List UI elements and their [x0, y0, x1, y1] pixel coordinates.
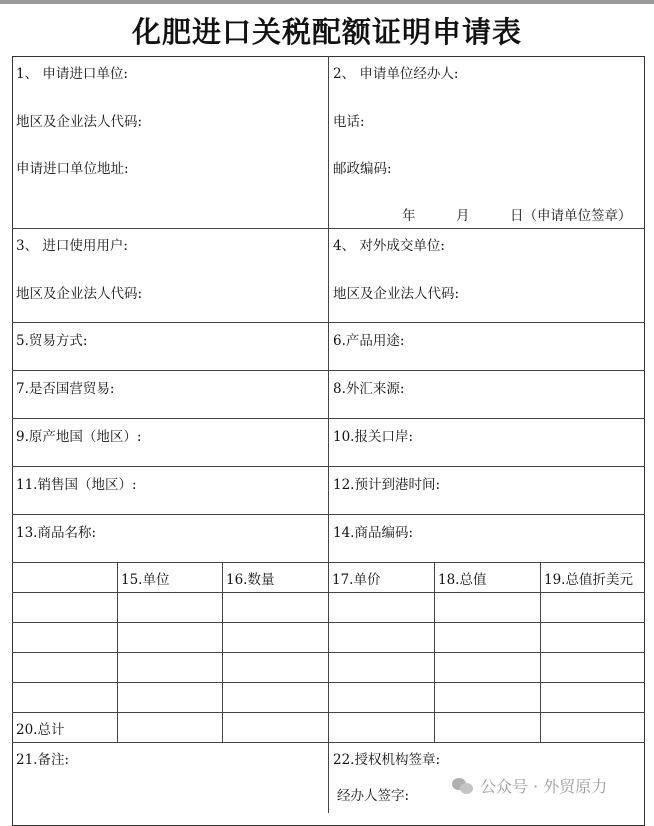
column-divider — [328, 562, 329, 813]
arrival-time-label: 12.预计到港时间: — [333, 477, 441, 493]
watermark-text: 公众号 · 外贸原力 — [480, 777, 608, 796]
handler-signature-label: 经办人签字: — [337, 788, 410, 804]
date-month: 月 — [456, 208, 470, 224]
wechat-icon — [452, 778, 474, 794]
trade-mode-label: 5.贸易方式: — [16, 333, 88, 349]
customs-port-label: 10.报关口岸: — [333, 429, 414, 445]
applicant-address-label: 申请进口单位地址: — [16, 161, 129, 177]
header-quantity: 16.数量 — [226, 572, 275, 588]
end-user-code-label: 地区及企业法人代码: — [16, 286, 143, 302]
header-usd-value: 19.总值折美元 — [544, 572, 633, 588]
product-use-label: 6.产品用途: — [333, 333, 405, 349]
applicant-code-label: 地区及企业法人代码: — [16, 114, 143, 130]
column-divider — [434, 562, 435, 742]
page-title: 化肥进口关税配额证明申请表 — [131, 15, 522, 49]
total-label: 20.总计 — [16, 722, 65, 738]
top-bar — [0, 0, 654, 4]
end-user-label: 3、 进口使用用户: — [16, 238, 128, 254]
column-divider — [540, 562, 541, 742]
applicant-label: 1、 申请进口单位: — [16, 66, 128, 82]
header-unit-price: 17.单价 — [332, 572, 381, 588]
authority-stamp-label: 22.授权机构签章: — [333, 752, 441, 768]
column-divider — [222, 562, 223, 742]
date-day-stamp: 日（申请单位签章） — [510, 208, 632, 224]
watermark — [452, 774, 607, 797]
state-trade-label: 7.是否国营贸易: — [16, 381, 115, 397]
sales-country-label: 11.销售国（地区）: — [16, 477, 137, 493]
counterparty-code-label: 地区及企业法人代码: — [333, 286, 460, 302]
counterparty-label: 4、 对外成交单位: — [333, 238, 445, 254]
header-unit: 15.单位 — [121, 572, 170, 588]
product-name-label: 13.商品名称: — [16, 525, 97, 541]
origin-country-label: 9.原产地国（地区）: — [16, 429, 142, 445]
forex-source-label: 8.外汇来源: — [333, 381, 405, 397]
zip-label: 邮政编码: — [333, 161, 392, 177]
phone-label: 电话: — [333, 114, 365, 130]
remarks-label: 21.备注: — [16, 752, 70, 768]
date-year: 年 — [402, 208, 416, 224]
column-divider — [117, 562, 118, 742]
product-code-label: 14.商品编码: — [333, 525, 414, 541]
header-total-value: 18.总值 — [438, 572, 487, 588]
handler-label: 2、 申请单位经办人: — [333, 66, 459, 82]
column-divider — [328, 56, 329, 562]
